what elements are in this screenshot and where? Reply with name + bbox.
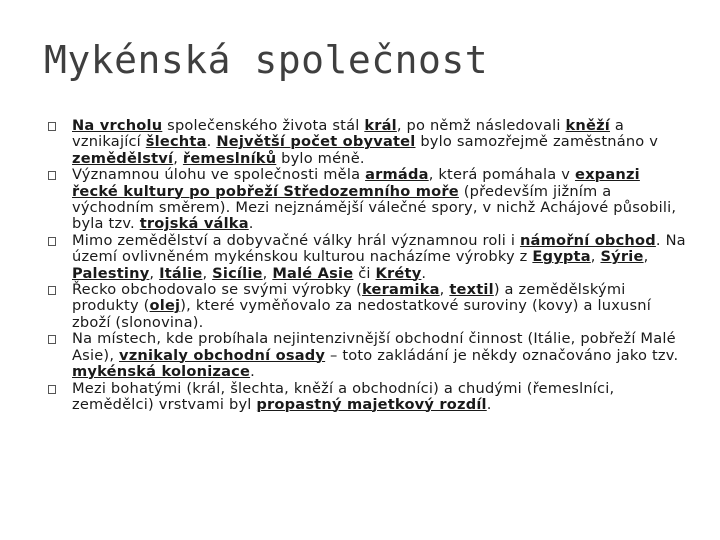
bullet-item (48, 331, 688, 380)
text-run: , (439, 281, 450, 299)
bullet-text (72, 281, 651, 331)
text-run: (především jižním a východním směrem). Mezi nejznámější válečné spory, v nichž Achájové působili, byla tzv. (72, 182, 677, 233)
bullet-marker-icon (48, 171, 56, 180)
key-term: Na vrcholu (72, 117, 163, 134)
text-run: Řecko obchodovalo se svými výrobky ( (72, 281, 363, 299)
key-term: Největší počet obyvatel (216, 133, 416, 151)
key-term: olej (149, 297, 181, 315)
text-run: . (248, 215, 254, 233)
text-run: , po němž následovali (396, 117, 566, 134)
key-term: král (364, 117, 397, 134)
key-term: Kréty (375, 264, 422, 282)
text-run: společenského života stál (162, 117, 365, 134)
text-run: , (149, 264, 160, 282)
text-run: – toto zakládání je někdy označováno jako tzv. (325, 346, 679, 364)
bullet-list (48, 118, 688, 413)
text-run: Na místech, kde probíhala nejintenzivnější obchodní činnost (Itálie, pobřeží Malé Asie), (72, 330, 676, 364)
bullet-marker-icon (48, 237, 56, 246)
bullet-text (72, 117, 658, 167)
key-term: řemeslníků (182, 149, 277, 167)
key-term: keramika (362, 281, 440, 299)
key-term: expanzi řecké kultury po pobřeží Středozemního moře (72, 166, 640, 200)
text-run: . (206, 133, 217, 151)
bullet-item (48, 233, 688, 282)
key-term: textil (449, 281, 494, 299)
key-term: propastný majetkový rozdíl (256, 395, 487, 413)
text-run: bylo samozřejmě zaměstnáno v (415, 133, 659, 151)
text-run: , (643, 248, 649, 266)
text-run: ), které vyměňovalo za nedostatkové suroviny (kovy) a luxusní zboží (slonovina). (72, 297, 652, 331)
text-run: . (421, 264, 427, 282)
text-run: Mimo zemědělství a dobyvačné války hrál významnou roli i (72, 231, 520, 249)
bullet-text (72, 166, 676, 232)
text-run: , která pomáhala v (428, 166, 575, 184)
text-run: . (250, 363, 255, 381)
key-term: Itálie (159, 264, 203, 282)
key-term: kněží (565, 117, 610, 134)
bullet-item (48, 118, 688, 167)
bullet-marker-icon (48, 122, 56, 131)
bullet-marker-icon (48, 385, 56, 394)
key-term: trojská válka (139, 215, 249, 233)
text-run: ) a zemědělskými produkty ( (72, 281, 626, 315)
text-run: bylo méně. (276, 149, 365, 167)
key-term: Egypta (532, 248, 591, 266)
slide-title: Mykénská společnost (44, 38, 489, 82)
key-term: Sýrie (600, 248, 644, 266)
text-run: Mezi bohatými (král, šlechta, kněží a obchodníci) a chudými (řemeslníci, zemědělci) vrstvami byl (72, 379, 615, 413)
key-term: Sicílie (212, 264, 263, 282)
key-term: armáda (365, 166, 429, 184)
text-run: , (262, 264, 273, 282)
key-term: vznikaly obchodní osady (119, 346, 326, 364)
text-run: . Na území ovlivněném mykénskou kulturou nacházíme výrobky z (72, 231, 686, 266)
bullet-text (72, 232, 686, 282)
key-term: Palestiny (72, 264, 150, 282)
text-run: , (173, 149, 183, 167)
bullet-item (48, 282, 688, 331)
text-run: Významnou úlohu ve společnosti měla (72, 166, 366, 184)
bullet-text (72, 380, 614, 413)
text-run: . (486, 395, 492, 413)
key-term: Malé Asie (272, 264, 354, 282)
text-run: , (590, 248, 601, 266)
bullet-marker-icon (48, 335, 56, 344)
bullet-item (48, 167, 688, 233)
bullet-item (48, 381, 688, 414)
key-term: šlechta (145, 133, 207, 151)
text-run: , (202, 264, 213, 282)
bullet-text (72, 330, 678, 380)
key-term: námořní obchod (519, 231, 656, 249)
bullet-marker-icon (48, 286, 56, 295)
text-run: a vznikající (72, 117, 624, 151)
text-run: či (353, 264, 376, 282)
key-term: zemědělství (72, 149, 174, 167)
key-term: mykénská kolonizace (72, 363, 251, 381)
